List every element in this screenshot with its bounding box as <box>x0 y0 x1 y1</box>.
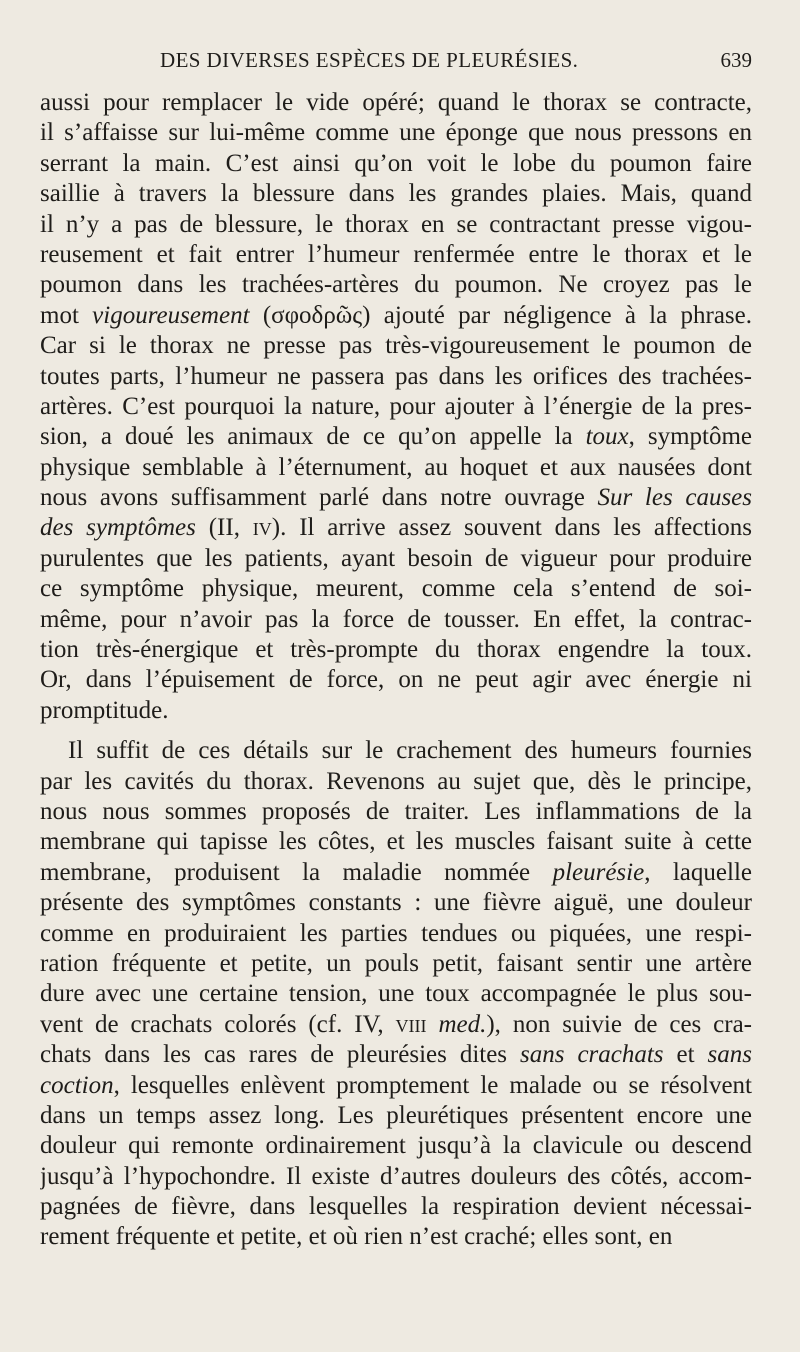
text-line: saillie à travers la blessure dans les grandes plaies. Mais, quand <box>40 180 752 208</box>
text-line <box>40 1071 752 1101</box>
text-line: reusement et fait entrer l’humeur renfermée entre le thorax et le <box>40 240 752 268</box>
text-line: dure avec une certaine tension, une toux accompagnée le plus sou- <box>40 980 752 1008</box>
text-line: il s’affaisse sur lui-même comme une éponge que nous pressons en <box>40 119 752 147</box>
paragraph-2 <box>40 736 752 1253</box>
italic-segment: pleurésie <box>552 858 645 886</box>
italic-segment: med. <box>438 1010 487 1038</box>
text-segment: et <box>663 1041 708 1069</box>
text-segment: , laquelle <box>644 858 752 886</box>
text-line: ce symptôme physique, meurent, comme cela s’entend de soi- <box>40 575 752 603</box>
text-line <box>40 513 752 543</box>
running-header <box>40 42 752 82</box>
text-segment <box>427 1011 439 1038</box>
text-segment: (II, <box>195 514 253 542</box>
text-line <box>40 1040 752 1070</box>
text-line: Or, dans l’épuisement de force, on ne peut agir avec énergie ni <box>40 666 752 694</box>
text-line: aussi pour remplacer le vide opéré; quand le thorax se contracte, <box>40 89 752 116</box>
text-segment: chats dans les cas rares de pleurésies dites <box>40 1041 521 1069</box>
text-segment: nous avons suffisamment parlé dans notre ouvrage <box>40 484 598 512</box>
text-line: Il suffit de ces détails sur le crachement des humeurs fournies <box>68 737 752 765</box>
text-line: comme en produiraient les parties tendues ou piquées, une respi- <box>40 919 752 947</box>
text-segment: ), non suivie de ces cra- <box>486 1010 752 1038</box>
text-line <box>40 1010 752 1040</box>
italic-segment: sans crachats <box>520 1041 664 1069</box>
italic-segment: sans <box>707 1041 752 1069</box>
text-line <box>40 858 752 888</box>
text-line: douleur qui remonte ordinairement jusqu’à la clavicule ou descend <box>40 1132 752 1160</box>
text-line: physique semblable à l’éternument, au hoquet et aux nausées dont <box>40 453 752 481</box>
text-line: poumon dans les trachées-artères du poumon. Ne croyez pas le <box>40 271 752 299</box>
text-segment: , symptôme <box>628 423 752 451</box>
text-line <box>40 301 752 331</box>
italic-segment: vigoureusement <box>92 301 250 329</box>
text-line: dans un temps assez long. Les pleurétiques présentent encore une <box>40 1101 752 1129</box>
text-segment: sion, a doué les animaux de ce qu’on appelle la <box>40 423 586 451</box>
text-line: il n’y a pas de blessure, le thorax en se contractant presse vigou- <box>40 210 752 238</box>
text-segment: membrane, produisent la maladie nommée <box>40 858 553 886</box>
text-line: par les cavités du thorax. Revenons au sujet que, dès le principe, <box>40 767 752 795</box>
text-segment: ). Il arrive assez souvent dans les affections <box>271 514 752 542</box>
text-segment: , lesquelles enlèvent promptement le malade ou se résolvent <box>113 1071 752 1099</box>
text-line: tion très-énergique et très-prompte du thorax engendre la toux. <box>40 636 752 664</box>
page-body <box>40 88 752 1253</box>
text-line: Car si le thorax ne presse pas très-vigoureusement le poumon de <box>40 332 752 360</box>
italic-segment: des symptômes <box>40 514 196 542</box>
text-line: purulentes que les patients, ayant besoin de vigueur pour produire <box>40 544 752 572</box>
small-caps-segment: iv <box>252 514 272 542</box>
text-segment: mot <box>40 301 93 329</box>
text-line: rement fréquente et petite, et où rien n’est craché; elles sont, en <box>40 1223 673 1251</box>
running-title: DES DIVERSES ESPÈCES DE PLEURÉSIES. <box>160 48 579 72</box>
text-line: artères. C’est pourquoi la nature, pour ajouter à l’énergie de la pres- <box>40 392 752 420</box>
paragraph-1 <box>40 88 752 726</box>
italic-segment: coction <box>40 1071 114 1099</box>
italic-segment: Sur les causes <box>597 484 752 512</box>
text-line: toutes parts, l’humeur ne passera pas dans les orifices des trachées- <box>40 362 752 390</box>
text-line: serrant la main. C’est ainsi qu’on voit le lobe du poumon faire <box>40 149 752 177</box>
text-line: ration fréquente et petite, un pouls petit, faisant sentir une artère <box>40 949 752 977</box>
small-caps-segment: viii <box>395 1010 427 1038</box>
text-line <box>40 422 752 452</box>
page-number: 639 <box>720 48 752 72</box>
text-line: jusqu’à l’hypochondre. Il existe d’autres douleurs des côtés, accom- <box>40 1162 752 1190</box>
text-line: même, pour n’avoir pas la force de tousser. En effet, la contrac- <box>40 605 752 633</box>
paragraph-gap <box>40 726 752 736</box>
italic-segment: toux <box>585 423 629 451</box>
text-line: membrane qui tapisse les côtes, et les muscles faisant suite à cette <box>40 828 752 856</box>
text-line: présente des symptômes constants : une fièvre aiguë, une douleur <box>40 889 752 917</box>
text-line: pagnées de fièvre, dans lesquelles la respiration devient nécessai- <box>40 1193 752 1221</box>
text-line <box>40 483 752 513</box>
text-segment: vent de crachats colorés (cf. IV, <box>40 1010 396 1038</box>
text-line: promptitude. <box>40 696 169 724</box>
text-line: nous nous sommes proposés de traiter. Les inflammations de la <box>40 797 752 825</box>
text-segment: (σφοδρῶς) ajouté par négligence à la phrase. <box>249 301 752 329</box>
